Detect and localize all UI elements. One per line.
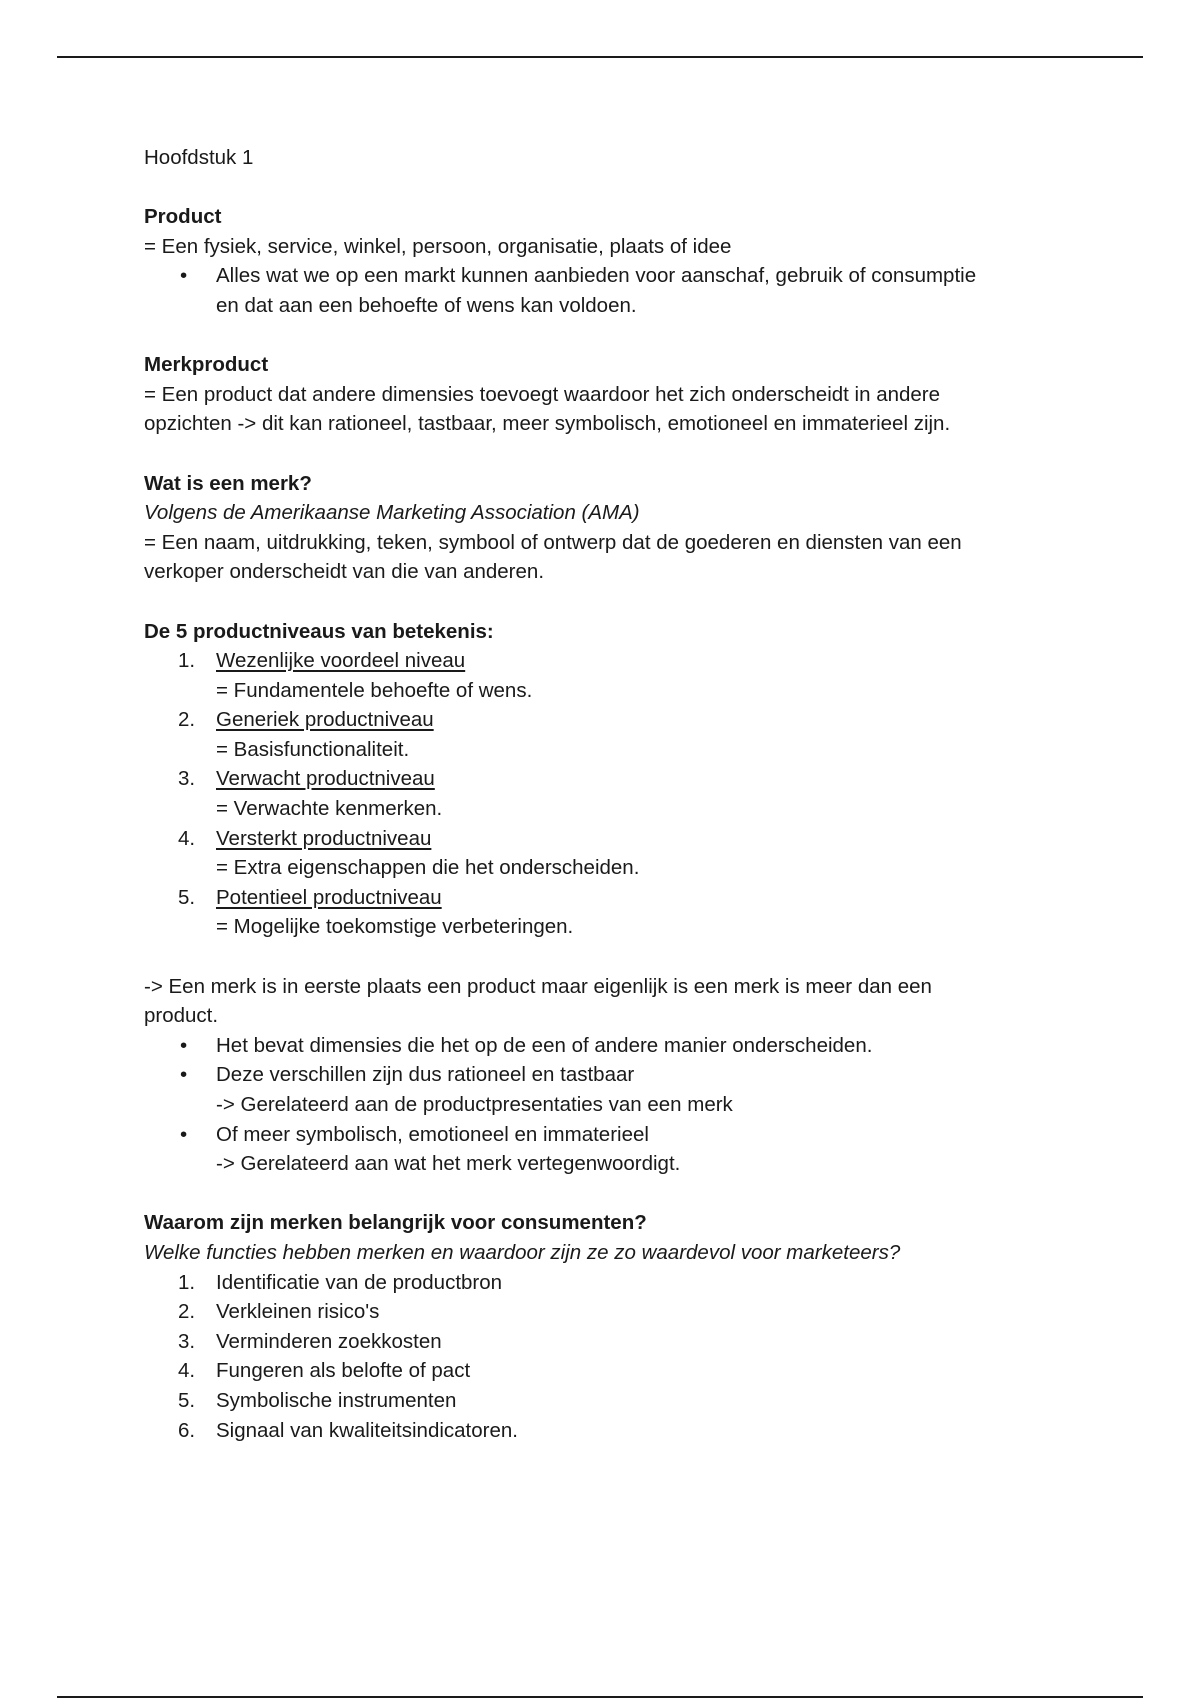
list-number: 5.: [178, 885, 196, 909]
list-item: [144, 1386, 1064, 1416]
bullet-icon: •: [180, 264, 188, 288]
importance-item-text: Fungeren als belofte of pact: [216, 1359, 471, 1383]
importance-item-text: Signaal van kwaliteitsindicatoren.: [216, 1418, 518, 1442]
level-title: Verwacht productniveau: [216, 767, 435, 791]
level-title: Generiek productniveau: [216, 708, 434, 732]
merkproduct-line-2: opzichten -> dit kan rationeel, tastbaar, meer symbolisch, emotioneel en immaterieel zijn.: [144, 412, 951, 436]
chapter-title: Hoofdstuk 1: [144, 146, 254, 169]
list-item: [144, 1120, 1064, 1179]
conclusion-line-2: product.: [144, 1004, 219, 1028]
bullet-icon: •: [180, 1033, 188, 1057]
level-title: Versterkt productniveau: [216, 826, 432, 850]
document-body: [144, 143, 1064, 1445]
list-number: 2.: [178, 1300, 196, 1324]
list-item: [144, 824, 1064, 883]
list-item: [144, 646, 1064, 705]
footer-rule: [57, 1696, 1143, 1698]
importance-item-text: Verminderen zoekkosten: [216, 1329, 442, 1353]
list-item: [144, 1031, 1064, 1061]
product-bullet-line-1: Alles wat we op een markt kunnen aanbieden voor aanschaf, gebruik of consumptie: [216, 264, 977, 288]
list-number: 4.: [178, 826, 196, 850]
conclusion-bullet-sub: -> Gerelateerd aan wat het merk vertegenwoordigt.: [216, 1152, 681, 1176]
levels-heading: De 5 productniveaus van betekenis:: [144, 619, 494, 643]
header-rule: [57, 56, 1143, 58]
levels-list: [144, 646, 1064, 942]
importance-item-text: Identificatie van de productbron: [216, 1270, 503, 1294]
conclusion-bullet-list: [144, 1031, 1064, 1179]
level-description: = Mogelijke toekomstige verbeteringen.: [216, 915, 574, 939]
merk-line-2: verkoper onderscheidt van die van anderen.: [144, 560, 545, 584]
product-bullet-line-2: en dat aan een behoefte of wens kan voldoen.: [216, 293, 637, 317]
bullet-icon: •: [180, 1063, 188, 1087]
list-item: [144, 1416, 1064, 1446]
conclusion-bullet-text: Deze verschillen zijn dus rationeel en tastbaar: [216, 1063, 635, 1087]
list-number: 1.: [178, 649, 196, 673]
product-bullet-list: [144, 261, 1064, 320]
importance-item-text: Symbolische instrumenten: [216, 1388, 457, 1412]
level-description: = Basisfunctionaliteit.: [216, 737, 410, 761]
list-number: 1.: [178, 1270, 196, 1294]
list-item: [144, 1060, 1064, 1119]
merk-line-1: = Een naam, uitdrukking, teken, symbool of ontwerp dat de goederen en diensten van een: [144, 530, 962, 554]
conclusion-line-1: -> Een merk is in eerste plaats een product maar eigenlijk is een merk is meer dan een: [144, 974, 932, 998]
list-item: [144, 883, 1064, 942]
level-description: = Fundamentele behoefte of wens.: [216, 678, 533, 702]
list-number: 2.: [178, 708, 196, 732]
list-number: 3.: [178, 1329, 196, 1353]
merkproduct-line-1: = Een product dat andere dimensies toevoegt waardoor het zich onderscheidt in andere: [144, 382, 941, 406]
level-title: Wezenlijke voordeel niveau: [216, 649, 466, 673]
merk-source: Volgens de Amerikaanse Marketing Association (AMA): [144, 501, 640, 525]
list-item: [144, 1268, 1064, 1298]
merk-heading: Wat is een merk?: [144, 471, 312, 495]
list-item: [144, 261, 1064, 320]
conclusion-bullet-text: Het bevat dimensies die het op de een of andere manier onderscheiden.: [216, 1033, 873, 1057]
list-number: 3.: [178, 767, 196, 791]
product-definition: = Een fysiek, service, winkel, persoon, organisatie, plaats of idee: [144, 234, 732, 258]
list-item: [144, 1327, 1064, 1357]
list-number: 4.: [178, 1359, 196, 1383]
list-item: [144, 764, 1064, 823]
importance-question: Welke functies hebben merken en waardoor zijn ze zo waardevol voor marketeers?: [144, 1240, 901, 1264]
list-number: 6.: [178, 1418, 196, 1442]
merkproduct-heading: Merkproduct: [144, 353, 269, 377]
list-number: 5.: [178, 1388, 196, 1412]
conclusion-bullet-sub: -> Gerelateerd aan de productpresentaties van een merk: [216, 1093, 733, 1116]
importance-item-text: Verkleinen risico's: [216, 1300, 380, 1324]
product-heading: Product: [144, 205, 222, 229]
importance-list: [144, 1268, 1064, 1446]
list-item: [144, 1297, 1064, 1327]
conclusion-bullet-text: Of meer symbolisch, emotioneel en immaterieel: [216, 1122, 649, 1146]
importance-heading: Waarom zijn merken belangrijk voor consumenten?: [144, 1211, 647, 1235]
list-item: [144, 1356, 1064, 1386]
list-item: [144, 705, 1064, 764]
level-description: = Extra eigenschappen die het onderscheiden.: [216, 856, 640, 880]
level-description: = Verwachte kenmerken.: [216, 797, 443, 821]
bullet-icon: •: [180, 1122, 188, 1146]
level-title: Potentieel productniveau: [216, 885, 442, 909]
